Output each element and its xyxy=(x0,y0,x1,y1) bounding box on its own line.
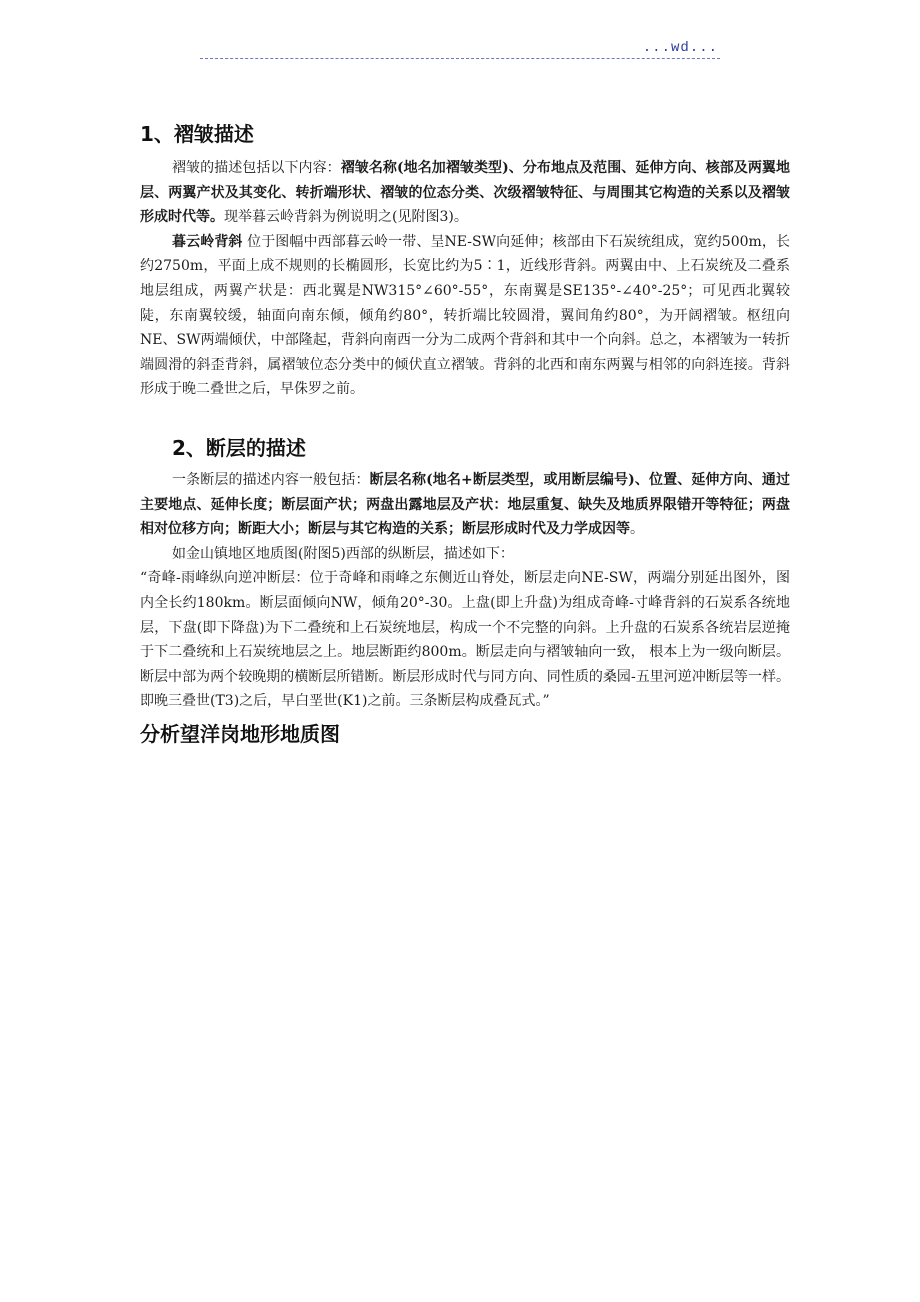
document-body xyxy=(140,118,790,750)
fold-example-text: 现举暮云岭背斜为例说明之(见附图3)。 xyxy=(224,209,468,226)
section-title-fault: 2、断层的描述 xyxy=(172,435,306,460)
header-dashed-rule xyxy=(200,58,720,59)
fault-example-quote: “奇峰-雨峰纵向逆冲断层：位于奇峰和雨峰之东侧近山脊处，断层走向NE-SW，两端分别延出图外，图内全长约180km。断层面倾向NW，倾角20°-30。上盘(即上升盘)为组成奇峰-寸峰背斜的石炭系各统地层，下盘(即下降盘)为下二叠统和上石炭统地层，构成一个不完整的向斜。上升盘的石炭系各统岩层逆掩于下二叠统和上石炭统地层之上。地层断距约800m。断层走向与褶皱轴向一致， 根本上为一级向断层。断层中部为两个较晚期的横断层所错断。断层形成时代与同方向、同性质的桑园-五里河逆冲断层等一样。即晚三叠世(T3)之后，早白垩世(K1)之前。三条断层构成叠瓦式。” xyxy=(140,570,790,710)
section-title-fold: 1、褶皱描述 xyxy=(140,122,254,146)
anticline-name-bold: 暮云岭背斜 xyxy=(172,233,243,250)
fault-items-bold: 断层名称(地名+断层类型，或用断层编号)、位置、延伸方向、通过主要地点、延伸长度；断层面产状；两盘出露地层及产状：地层重复、缺失及地质界限错开等特征；两盘相对位移方向；断距大小；断层与其它构造的关系；断层形成时代及力学成因等 xyxy=(140,471,791,538)
anticline-text: 位于图幅中西部暮云岭一带、呈NE-SW向延伸；核部由下石炭统组成，宽约500m，长约2750m，平面上成不规则的长椭圆形，长宽比约为5∶1，近线形背斜。两翼由中、上石炭统及二叠系地层组成，两翼产状是：西北翼是NW315°∠60°-55°，东南翼是SE135°-∠40°-25°；可见西北翼较陡，东南翼较缓，轴面向南东倾，倾角约80°，转折端比较圆滑，翼间角约80°，为开阔褶皱。枢纽向NE、SW两端倾伏，中部隆起，背斜向南西一分为二成两个背斜和其中一个向斜。总之，本褶皱为一转折端圆滑的斜歪背斜，属褶皱位态分类中的倾伏直立褶皱。背斜的北西和南东两翼与相邻的向斜连接。背斜形成于晚二叠世之后，早侏罗之前。 xyxy=(140,233,790,398)
page-header xyxy=(200,40,720,60)
fold-description-paragraph xyxy=(140,156,790,230)
fault-tail-text: 。 xyxy=(630,521,644,538)
fault-intro-text: 一条断层的描述内容一般包括： xyxy=(172,471,370,488)
anticline-paragraph xyxy=(140,230,790,402)
header-text: ...wd... xyxy=(642,40,718,56)
fault-description-paragraph xyxy=(140,468,790,542)
fault-example-intro: 如金山镇地区地质图(附图5)西部的纵断层，描述如下： xyxy=(172,545,514,562)
fold-items-bold: 褶皱名称(地名加褶皱类型)、分布地点及范围、延伸方向、核部及两翼地层、两翼产状及其变化、转折端形状、褶皱的位态分类、次级褶皱特征、与周围其它构造的关系以及褶皱形成时代等。 xyxy=(140,160,790,226)
fold-intro-text: 褶皱的描述包括以下内容： xyxy=(172,160,341,176)
section-title-analysis: 分析望洋岗地形地质图 xyxy=(140,721,340,746)
